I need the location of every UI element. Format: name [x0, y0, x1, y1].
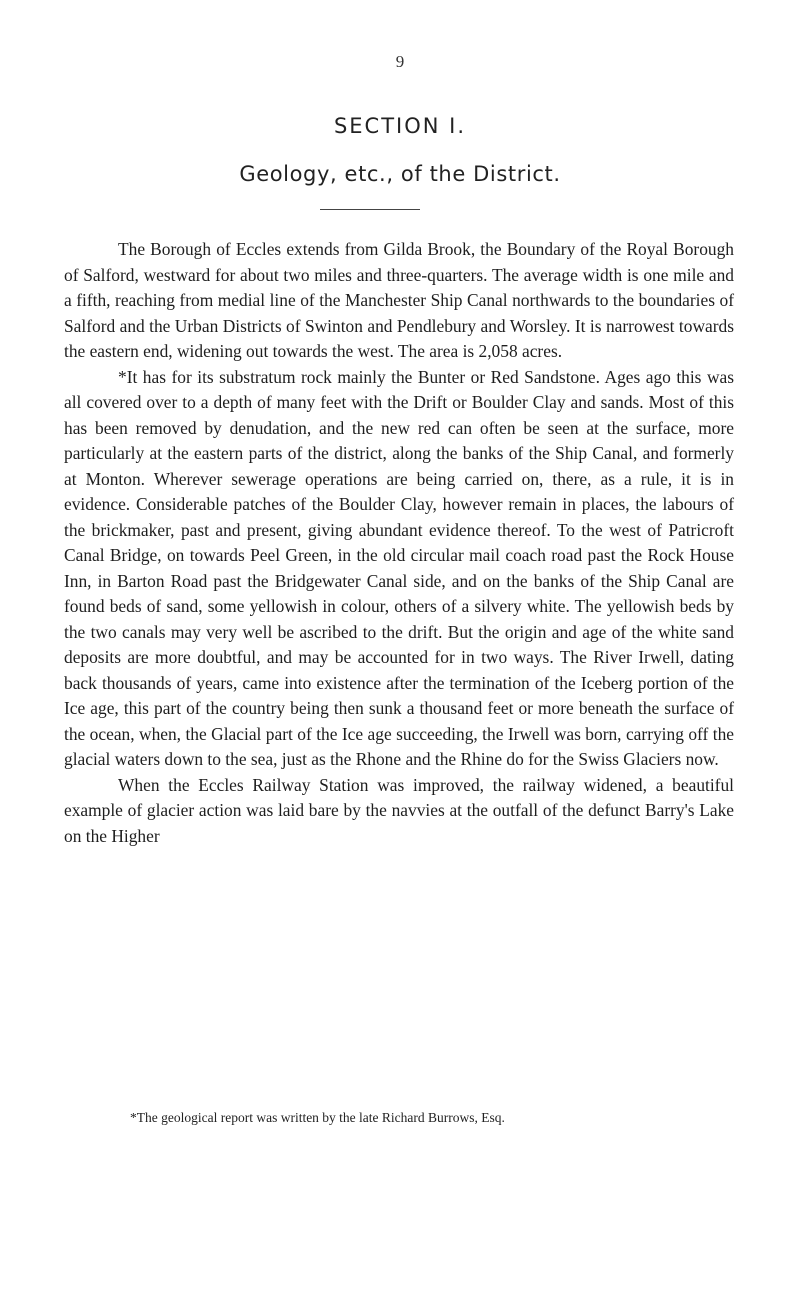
- section-subtitle: Geology, etc., of the District.: [239, 162, 561, 186]
- paragraph-substratum: *It has for its substratum rock mainly the Bunter or Red Sandstone. Ages ago this was all covered over to a depth of many feet with the Drift or Boulder Clay and sands. Most of this has been removed by denudation, and the new red can often be seen at the surface, more particularly at the eastern parts of the district, along the banks of the Ship Canal, and formerly at Monton. Wherever sewerage operations are being carried on, there, as a rule, it is in evidence. Considerable patches of the Boulder Clay, however remain in places, the labours of the brickmaker, past and present, giving abundant evidence thereof. To the west of Patricroft Canal Bridge, on towards Peel Green, in the old circular mail coach road past the Rock House Inn, in Barton Road past the Bridgewater Canal side, and on the banks of the Ship Canal are found beds of sand, some yellowish in colour, others of a silvery white. The yellowish beds by the two canals may very well be ascribed to the drift. But the origin and age of the white sand deposits are more doubtful, and may be accounted for in two ways. The River Irwell, dating back thousands of years, came into existence after the termination of the Iceberg portion of the Ice age, this part of the country being then sunk a thousand feet or more beneath the surface of the ocean, when, the Glacial part of the Ice age succeeding, the Irwell was born, carrying off the glacial waters down to the sea, just as the Rhone and the Rhine do for the Swiss Glaciers now.: [64, 366, 734, 769]
- paragraph-borough-extent: The Borough of Eccles extends from Gilda Brook, the Boundary of the Royal Borough of Salford, westward for about two miles and three-quarters. The average width is one mile and a fifth, reaching from medial line of the Manchester Ship Canal northwards to the boundaries of Salford and the Urban Districts of Swinton and Pendlebury and Worsley. It is narrowest towards the eastern end, widening out towards the west. The area is 2,058 acres.: [64, 239, 734, 361]
- divider-rule: [320, 209, 420, 210]
- footnote: *The geological report was written by the late Richard Burrows, Esq.: [130, 1110, 505, 1125]
- body-text: [64, 237, 734, 849]
- page-number: 9: [395, 52, 405, 71]
- section-heading: SECTION I.: [333, 114, 467, 138]
- paragraph-railway-station: When the Eccles Railway Station was improved, the railway widened, a beautiful example of glacier action was laid bare by the navvies at the outfall of the defunct Barry's Lake on the Higher: [64, 774, 734, 846]
